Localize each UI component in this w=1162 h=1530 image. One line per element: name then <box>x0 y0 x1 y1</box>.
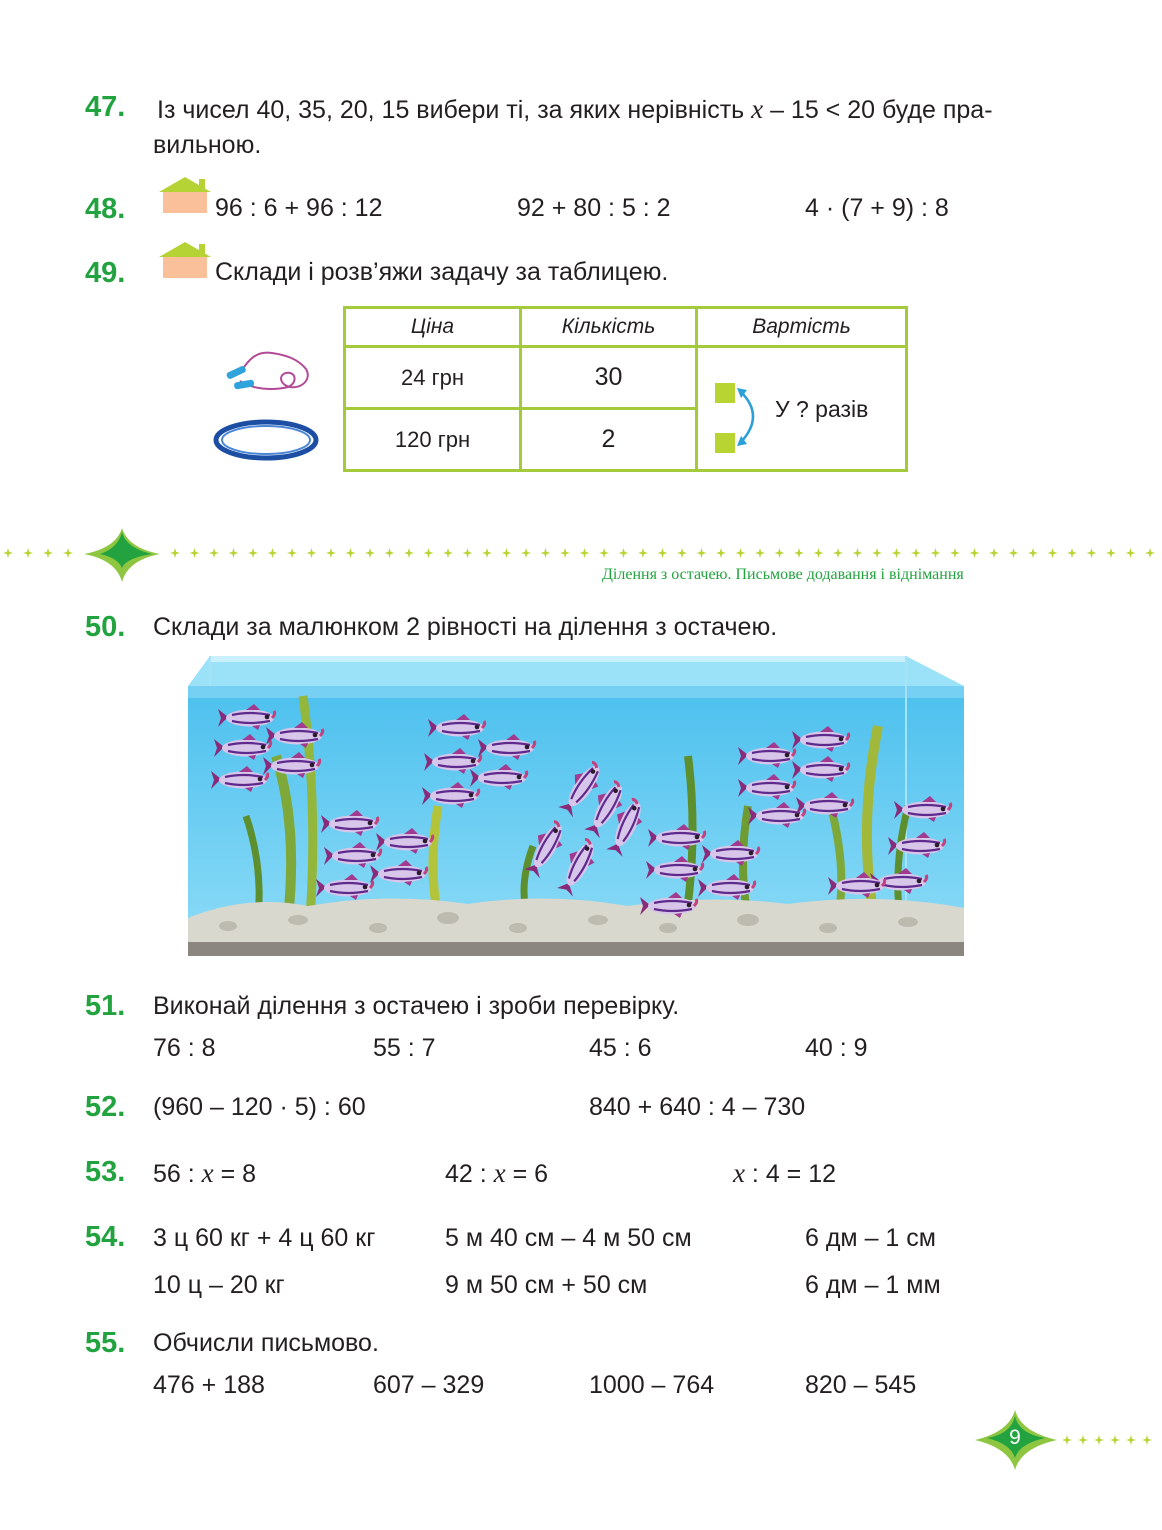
price-table <box>343 306 908 472</box>
section-divider <box>0 522 1162 588</box>
table-header-quantity: Кількість <box>521 308 697 347</box>
task-52-expression-1: (960 – 120 · 5) : 60 <box>153 1093 366 1121</box>
task-53-equation-2 <box>445 1160 548 1187</box>
task-number-55: 55. <box>85 1327 126 1359</box>
task-47-text-a: Із чисел 40, 35, 20, 15 вибери ті, за яких нерівність <box>157 96 752 124</box>
task-number-53: 53. <box>85 1156 126 1188</box>
compare-label: У ? разів <box>775 396 869 422</box>
task-55-expression-4: 820 – 545 <box>805 1371 917 1399</box>
task-number-51: 51. <box>85 990 126 1022</box>
task-48-expression-1: 96 : 6 + 96 : 12 <box>215 194 383 222</box>
task-52-expression-2: 840 + 640 : 4 – 730 <box>589 1093 806 1121</box>
task-number-49: 49. <box>85 257 126 289</box>
task-54-expression-2: 5 м 40 см – 4 м 50 см <box>445 1224 692 1252</box>
task-54-expression-1: 3 ц 60 кг + 4 ц 60 кг <box>153 1224 376 1252</box>
task-55-expression-3: 1000 – 764 <box>589 1371 715 1399</box>
hoop-icon <box>212 418 320 464</box>
task-54-expression-6: 6 дм – 1 мм <box>805 1271 941 1299</box>
variable-x: x <box>733 1158 745 1188</box>
task-48-expression-2: 92 + 80 : 5 : 2 <box>517 194 671 222</box>
task-55-expression-1: 476 + 188 <box>153 1371 265 1399</box>
table-cell-price-2: 120 грн <box>345 409 521 471</box>
task-49-text: Склади і розв’яжи задачу за таблицею. <box>215 258 669 286</box>
task-54-expression-3: 6 дм – 1 см <box>805 1224 936 1252</box>
task-54-expression-4: 10 ц – 20 кг <box>153 1271 285 1299</box>
task-53-equation-3 <box>733 1160 836 1187</box>
task-47-line-1 <box>157 96 993 123</box>
task-47-line-2: вильною. <box>153 131 262 159</box>
task-number-47: 47. <box>85 91 126 123</box>
equation-1-right: = 8 <box>213 1160 257 1188</box>
task-51-text: Виконай ділення з остачею і зроби перевірку. <box>153 992 680 1020</box>
house-icon <box>157 175 213 213</box>
table-cell-quantity-2: 2 <box>521 409 697 471</box>
aquarium-illustration <box>188 656 964 956</box>
house-icon <box>157 240 213 278</box>
table-cell-price-1: 24 грн <box>345 347 521 409</box>
equation-2-left: 42 : <box>445 1160 494 1188</box>
double-arrow-icon <box>735 384 769 450</box>
task-50-text: Склади за малюнком 2 рівності на ділення з остачею. <box>153 613 778 641</box>
task-51-expression-3: 45 : 6 <box>589 1034 652 1062</box>
task-53-equation-1 <box>153 1160 256 1187</box>
task-number-48: 48. <box>85 193 126 225</box>
task-number-50: 50. <box>85 611 126 643</box>
equation-1-left: 56 : <box>153 1160 202 1188</box>
cost-placeholder-2 <box>715 433 735 453</box>
task-51-expression-2: 55 : 7 <box>373 1034 436 1062</box>
table-cell-quantity-1: 30 <box>521 347 697 409</box>
task-55-expression-2: 607 – 329 <box>373 1371 485 1399</box>
cost-placeholder-1 <box>715 383 735 403</box>
task-number-54: 54. <box>85 1221 126 1253</box>
variable-x: x <box>493 1158 506 1188</box>
equation-3-right: : 4 = 12 <box>744 1160 837 1188</box>
table-header-price: Ціна <box>345 308 521 347</box>
task-48-expression-3: 4 · (7 + 9) : 8 <box>805 194 949 222</box>
equation-2-right: = 6 <box>505 1160 549 1188</box>
task-51-expression-4: 40 : 9 <box>805 1034 868 1062</box>
section-title: Ділення з остачею. Письмове додавання і віднімання <box>602 566 964 583</box>
task-54-expression-5: 9 м 50 см + 50 см <box>445 1271 648 1299</box>
jump-rope-icon <box>222 347 314 397</box>
task-number-52: 52. <box>85 1091 126 1123</box>
task-47-text-b: – 15 < 20 буде пра- <box>763 96 993 124</box>
task-51-expression-1: 76 : 8 <box>153 1034 216 1062</box>
table-header-cost: Вартість <box>697 308 907 347</box>
task-55-text: Обчисли письмово. <box>153 1329 379 1357</box>
page-number: 9 <box>1009 1426 1021 1449</box>
variable-x: x <box>201 1158 214 1188</box>
variable-x: x <box>751 94 764 124</box>
